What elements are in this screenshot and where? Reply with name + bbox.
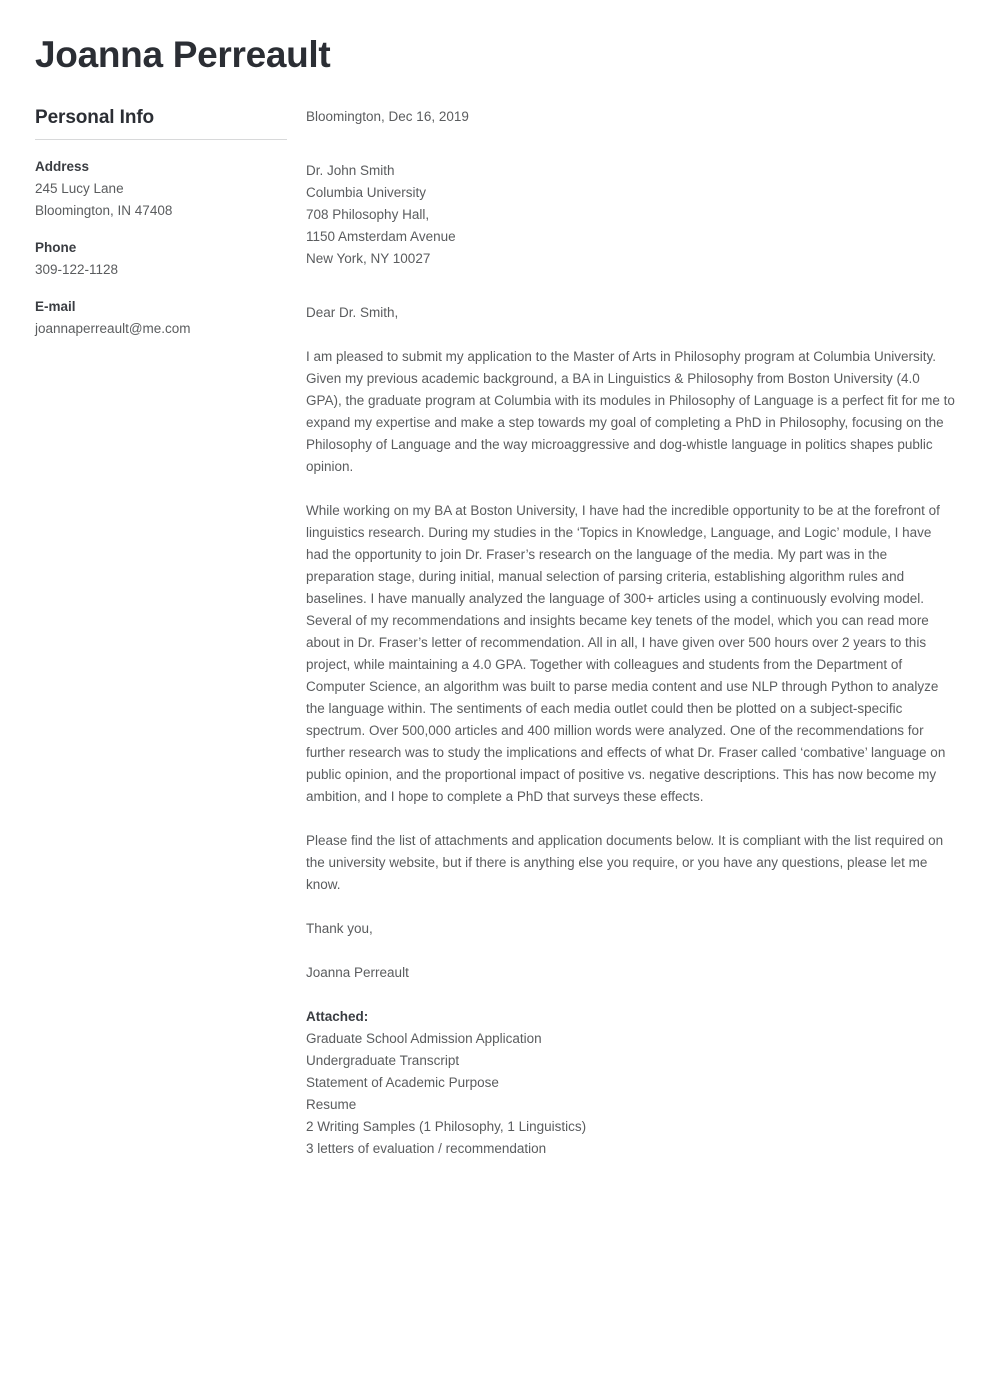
attachments-label: Attached: [306,1009,369,1024]
list-item: Statement of Academic Purpose [306,1075,499,1090]
sidebar-section-title: Personal Info [35,107,155,128]
list-item: Graduate School Admission Application [306,1031,542,1046]
salutation: Dear Dr. Smith, [306,305,399,320]
list-item: Undergraduate Transcript [306,1053,460,1068]
list-item: Resume [306,1097,357,1112]
list-item: 2 Writing Samples (1 Philosophy, 1 Linguistics) [306,1119,587,1134]
letter-paragraph-1: I am pleased to submit my application to the Master of Arts in Philosophy program at Columbia University. Given my previous academic background, a BA in Linguistics & Philosophy from Boston University (4.0 GPA), the graduate program at Columbia with its modules in Philosophy of Language is a perfect fit for me to expand my expertise and make a step towards my goal of completing a PhD in Philosophy, focusing on the Philosophy of Language and the way microaggressive and dog-whistle language in politics shapes public opinion. [306,349,955,474]
letter-body [272,106,990,1160]
letter-paragraph-2: While working on my BA at Boston University, I have had the incredible opportunity to be at the forefront of linguistics research. During my studies in the ‘Topics in Knowledge, Language, and Logic’ module, I have had the opportunity to join Dr. Fraser’s research on the language of the media. My part was in the preparation stage, during initial, manual selection of parsing criteria, establishing algorithm rules and baselines. I have manually analyzed the language of 300+ articles using a continuously evolving model. Several of my recommendations and insights became key tenets of the model, which you can read more about in Dr. Fraser’s letter of recommendation. All in all, I have given over 500 hours over 2 years to this project, while maintaining a 4.0 GPA. Together with colleagues and students from the Department of Computer Science, an algorithm was built to parse media content and use NLP through Python to analyze the language within. The sentiments of each media outlet could then be plotted on a subject-specific spectrum. Over 500,000 articles and 400 million words were analyzed. One of the recommendations for further research was to study the implications and effects of what Dr. Fraser called ‘combative’ language on public opinion, and the proportional impact of positive vs. negative descriptions. This has now become my ambition, and I hope to complete a PhD that surveys these effects. [306,503,946,804]
recipient-line: 1150 Amsterdam Avenue [306,229,456,244]
info-block-address [35,156,272,222]
sidebar-divider [35,139,287,140]
info-label-email: E-mail [35,299,76,314]
recipient-address-block [306,160,955,270]
info-block-email [35,296,272,340]
attachments-list [306,1028,955,1160]
info-value-phone: 309-122-1128 [35,262,119,277]
info-value-address-line2: Bloomington, IN 47408 [35,203,173,218]
recipient-line: Dr. John Smith [306,163,395,178]
personal-info-sidebar [0,106,272,355]
info-value-address-line1: 245 Lucy Lane [35,181,124,196]
recipient-line: New York, NY 10027 [306,251,431,266]
info-value-email: joannaperreault@me.com [35,321,191,336]
info-label-address: Address [35,159,90,174]
letter-paragraph-3: Please find the list of attachments and application documents below. It is compliant with the list required on the university website, but if there is anything else you require, or you have any questions, please let me know. [306,833,944,892]
recipient-line: 708 Philosophy Hall, [306,207,430,222]
info-block-phone [35,237,272,281]
recipient-line: Columbia University [306,185,427,200]
content-columns [0,106,990,1160]
letter-date: Bloomington, Dec 16, 2019 [306,109,469,124]
letter-signature: Joanna Perreault [306,965,409,980]
list-item: 3 letters of evaluation / recommendation [306,1141,547,1156]
info-label-phone: Phone [35,240,77,255]
page-title: Joanna Perreault [35,34,331,75]
letter-closing: Thank you, [306,921,373,936]
